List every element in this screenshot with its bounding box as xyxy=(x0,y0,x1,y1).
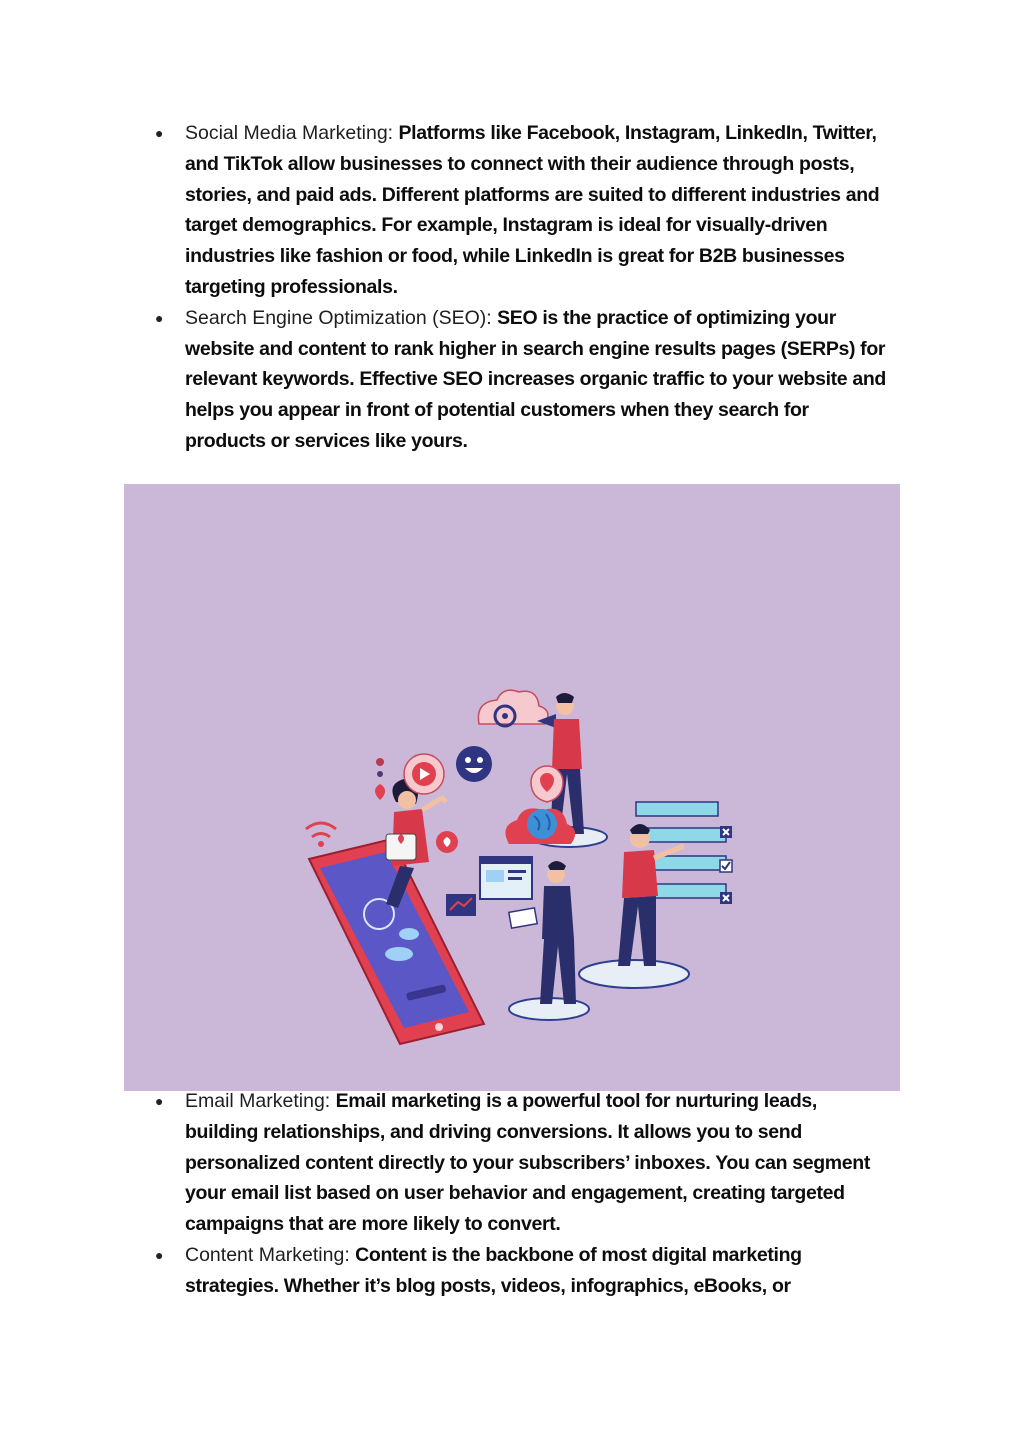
location-pin-icon xyxy=(531,766,563,802)
list-item-social-media xyxy=(152,118,892,303)
bullet-icon: ● xyxy=(155,309,164,326)
play-icon xyxy=(404,754,444,794)
item-term: Search Engine Optimization (SEO): xyxy=(185,306,498,329)
item-description: Email marketing is a powerful tool for nurturing leads, building relationships, and driving conversions. It allows you to send personalized content directly to your subscribers’ inboxes. You can segment your email list based on user behavior and engagement, creating targeted campaigns that are more likely to convert. xyxy=(185,1090,870,1236)
list-item-content-marketing xyxy=(152,1240,892,1302)
item-term: Social Media Marketing: xyxy=(185,122,399,144)
like-icon xyxy=(436,831,458,853)
checkmark-icon xyxy=(720,860,732,872)
browser-window xyxy=(480,857,532,899)
smartphone xyxy=(309,839,484,1044)
heart-icon xyxy=(375,758,385,800)
item-description: Content is the backbone of most digital marketing strategies. Whether it’s blog posts, videos, infographics, eBooks, or xyxy=(185,1243,802,1297)
item-description: SEO is the practice of optimizing your website and content to rank higher in search engine results pages (SERPs) for relevant keywords. Effective SEO increases organic traffic to your website and helps you appear in front of potential customers when they search for products or services like yours. xyxy=(185,306,886,452)
wifi-icon xyxy=(306,823,336,847)
list-item-seo xyxy=(152,303,892,457)
bullet-list-top xyxy=(152,118,892,457)
bullet-icon: ● xyxy=(155,1093,164,1109)
at-sign-icon xyxy=(478,690,548,726)
smiley-icon xyxy=(456,746,492,782)
item-description: Platforms like Facebook, Instagram, LinkedIn, Twitter, and TikTok allow businesses to connect with their audience through posts, stories, and paid ads. Different platforms are suited to different industries and target demographics. For example, Instagram is ideal for visually-driven industries like fashion or food, while LinkedIn is great for B2B businesses targeting professionals. xyxy=(185,122,880,298)
globe-icon xyxy=(505,808,575,844)
bullet-icon: ● xyxy=(155,125,164,141)
chart-card xyxy=(446,894,476,916)
bullet-list-bottom xyxy=(152,1086,892,1302)
bullet-icon: ● xyxy=(155,1246,164,1263)
digital-marketing-illustration xyxy=(124,484,900,1091)
item-term: Content Marketing: xyxy=(185,1243,356,1266)
item-term: Email Marketing: xyxy=(185,1090,336,1112)
list-item-email-marketing xyxy=(152,1086,892,1240)
